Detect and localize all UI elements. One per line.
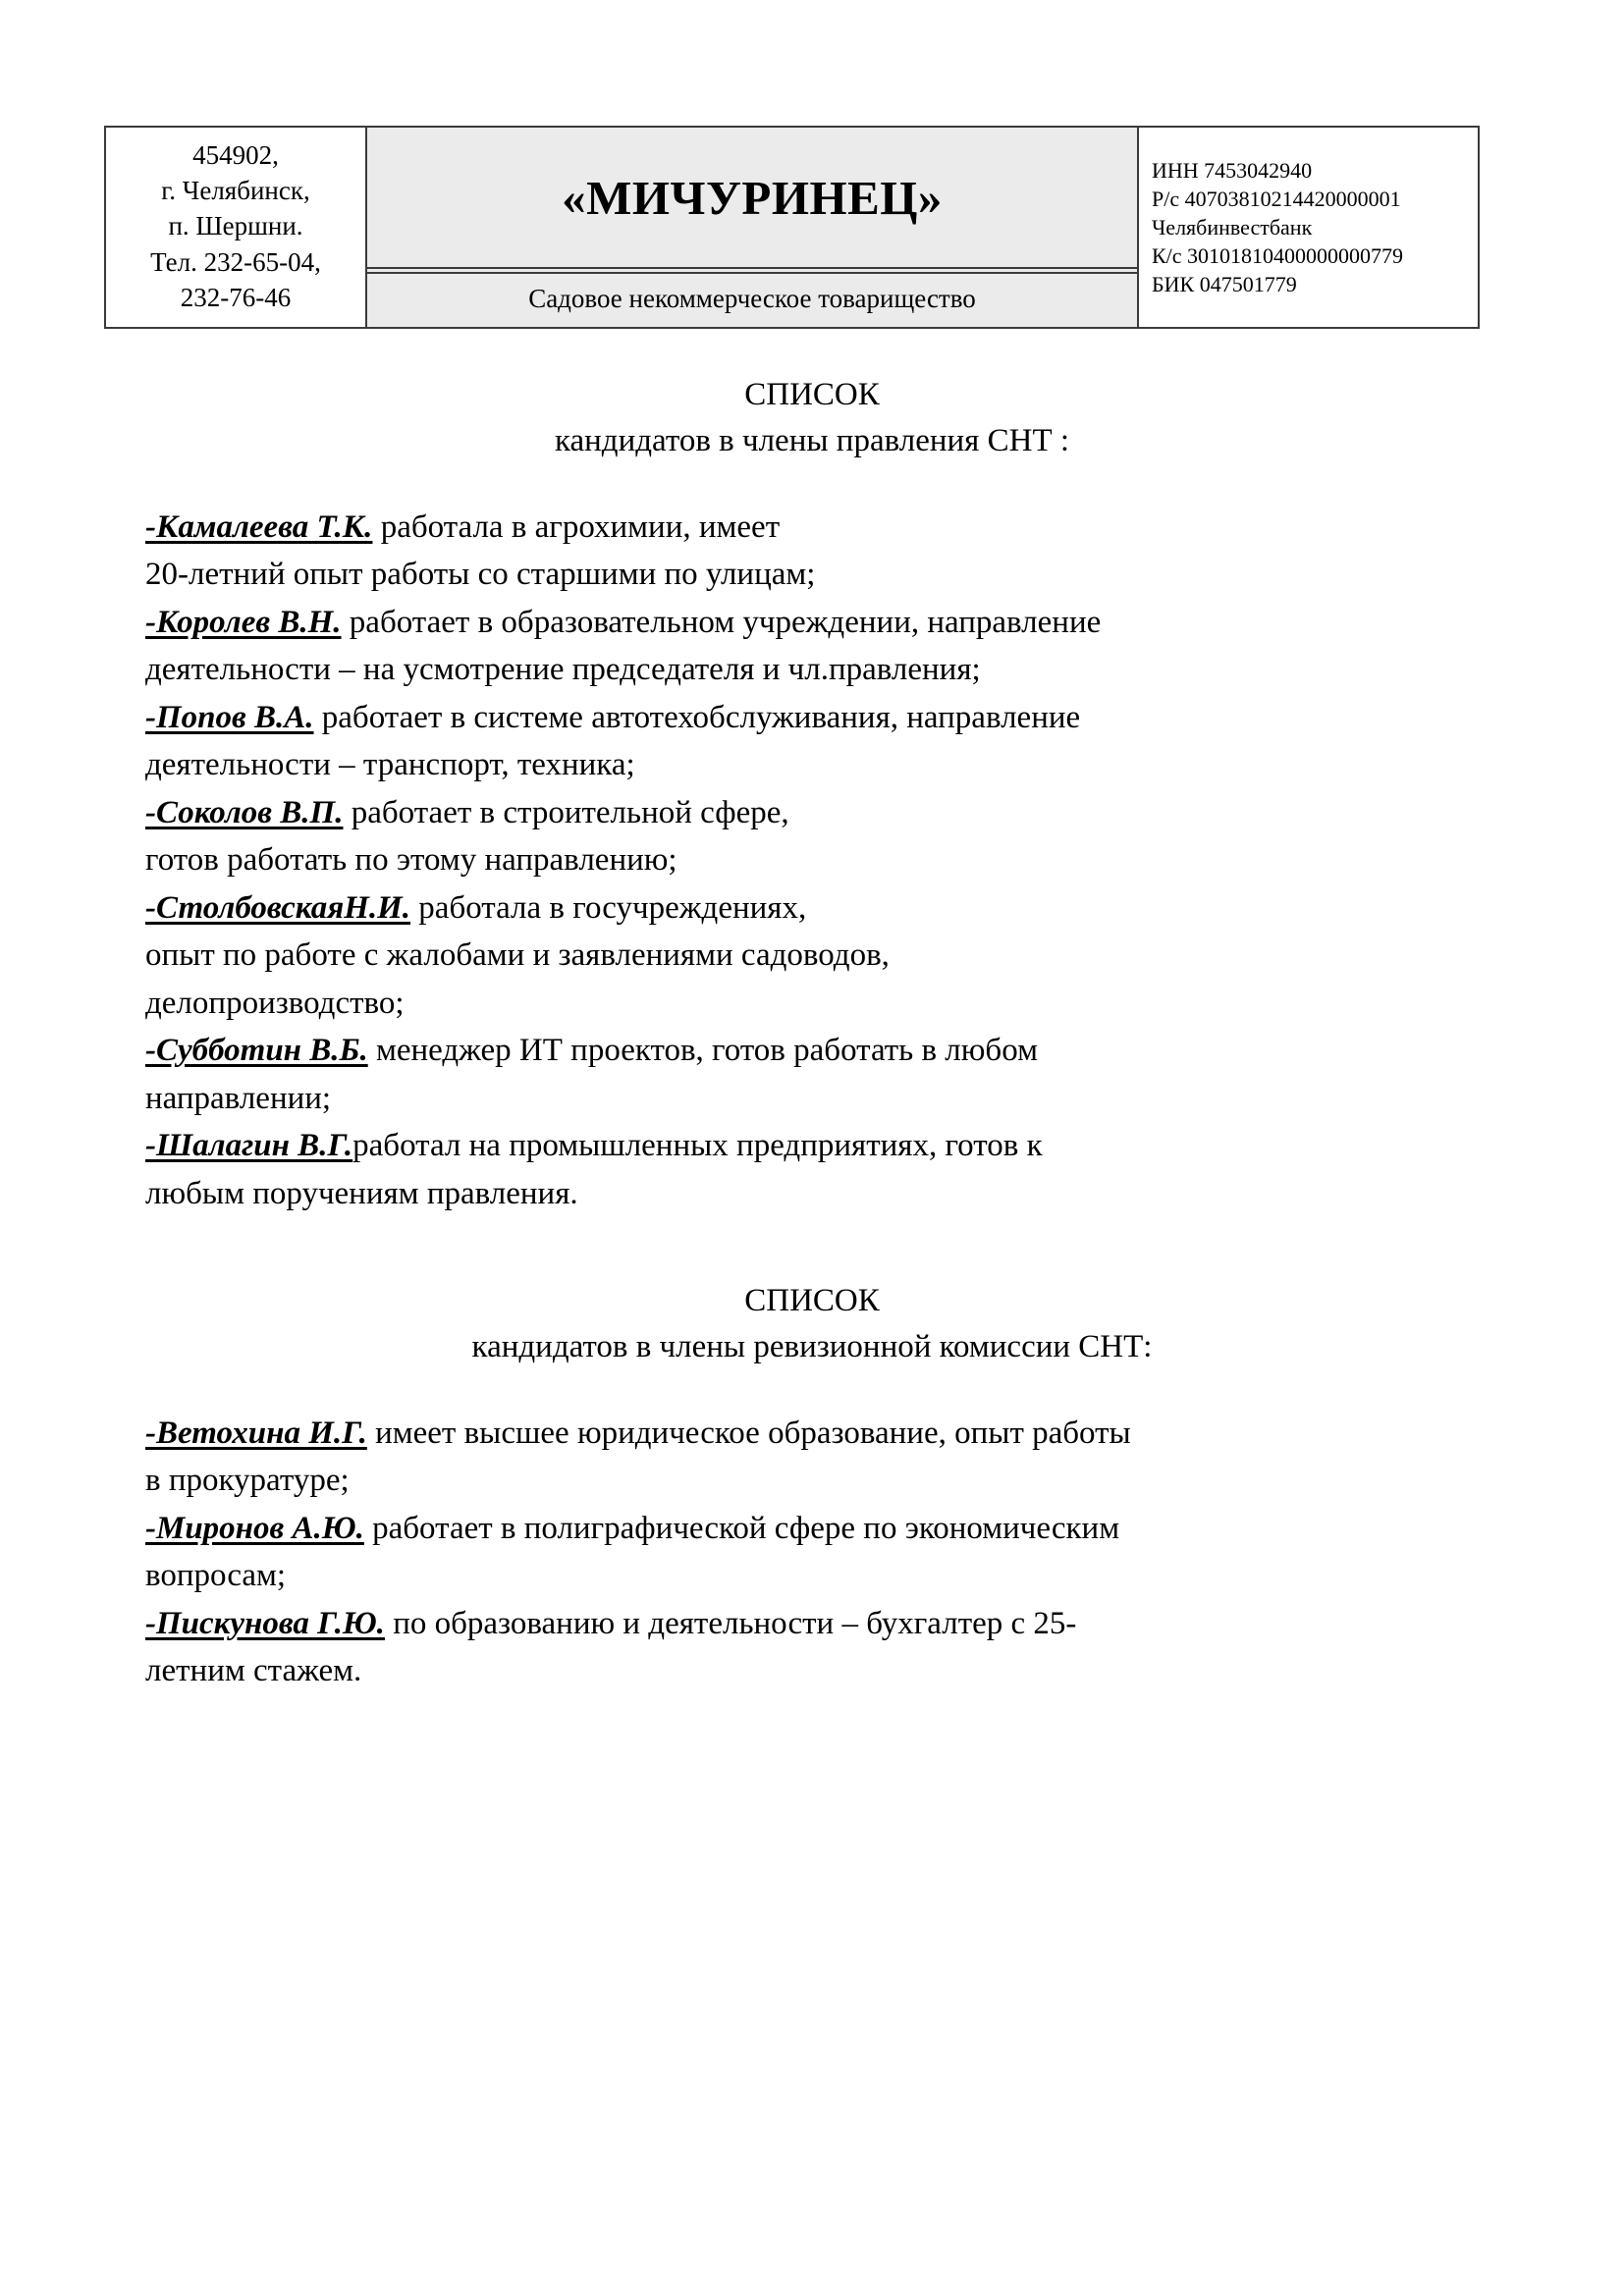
section-spacer — [145, 1217, 1479, 1278]
candidate-line: деятельности – транспорт, техника; — [145, 747, 635, 783]
candidate-desc: по образованию и деятельности – бухгалтер с 25- — [384, 1605, 1077, 1641]
candidate-line: вопросам; — [145, 1558, 287, 1594]
candidate-line — [145, 694, 1479, 742]
letterhead-org-type-cell — [366, 268, 1138, 327]
letterhead-table — [104, 126, 1480, 329]
candidate-name: -СтолбовскаяН.И. — [145, 889, 411, 926]
candidate-name: -Попов В.А. — [145, 699, 314, 735]
list-item — [145, 1122, 1479, 1217]
list-item — [145, 599, 1479, 694]
section-board-title-sub: кандидатов в члены правления СНТ : — [554, 422, 1070, 458]
candidate-name: -Миронов А.Ю. — [145, 1510, 364, 1546]
list-item — [145, 1027, 1479, 1122]
section-audit — [145, 1278, 1479, 1695]
address-line-1: 454902, — [192, 140, 279, 170]
candidate-name: -Субботин В.Б. — [145, 1033, 368, 1069]
candidate-desc: работала в агрохимии, имеет — [372, 508, 781, 545]
candidate-line: любым поручениям правления. — [145, 1175, 578, 1211]
address-line-2: г. Челябинск, — [161, 176, 310, 206]
candidate-line: опыт по работе с жалобами и заявлениями садоводов, — [145, 937, 890, 974]
candidate-line — [145, 599, 1479, 647]
list-item — [145, 1505, 1479, 1600]
candidate-line: 20-летний опыт работы со старшими по улицам; — [145, 557, 816, 593]
list-item — [145, 1410, 1479, 1505]
candidate-desc: работала в госучреждениях, — [410, 889, 807, 926]
bank-line-bank-name: Челябинвестбанк — [1152, 214, 1313, 240]
bank-line-settlement-account: Р/с 40703810214420000001 — [1152, 186, 1401, 211]
candidate-line: готов работать по этому направлению; — [145, 842, 677, 879]
candidate-line: делопроизводство; — [145, 985, 405, 1021]
candidate-line: летним стажем. — [145, 1653, 362, 1689]
section-audit-title-sub: кандидатов в члены ревизионной комиссии СНТ: — [471, 1328, 1153, 1364]
candidate-line — [145, 1600, 1479, 1648]
candidate-line: направлении; — [145, 1080, 332, 1116]
candidate-desc: работает в полиграфической сфере по экономическим — [363, 1510, 1120, 1546]
candidate-line — [145, 1122, 1479, 1170]
address-line-4: Тел. 232-65-04, — [150, 246, 321, 277]
bank-line-bik: БИК 047501779 — [1152, 271, 1297, 296]
audit-candidate-list — [145, 1410, 1479, 1695]
candidate-name: -Королев В.Н. — [145, 604, 342, 640]
candidate-line: в прокуратуре; — [145, 1463, 350, 1499]
candidate-line — [145, 1505, 1479, 1553]
candidate-line — [145, 1027, 1479, 1075]
list-item — [145, 884, 1479, 1028]
letterhead-org-name-cell — [366, 127, 1138, 268]
candidate-desc: работает в образовательном учреждении, направление — [341, 604, 1102, 640]
list-item — [145, 789, 1479, 884]
candidate-line: деятельности – на усмотрение председателя и чл.правления; — [145, 652, 981, 688]
candidate-line — [145, 789, 1479, 837]
candidate-desc: работает в строительной сфере, — [343, 794, 789, 830]
section-audit-title — [145, 1278, 1479, 1370]
candidate-name: -Шалагин В.Г. — [145, 1128, 353, 1164]
org-type: Садовое некоммерческое товарищество — [528, 284, 976, 314]
candidate-desc: менеджер ИТ проектов, готов работать в любом — [367, 1033, 1038, 1069]
section-board — [145, 372, 1479, 1217]
candidate-line — [145, 1410, 1479, 1458]
bank-line-correspondent-account: К/с 30101810400000000779 — [1152, 242, 1404, 268]
letterhead-address-cell — [105, 127, 366, 328]
list-item — [145, 1600, 1479, 1695]
candidate-desc: работает в системе автотехобслуживания, направление — [313, 699, 1081, 735]
candidate-name: -Ветохина И.Г. — [145, 1415, 367, 1451]
candidate-line — [145, 884, 1479, 933]
candidate-desc: имеет высшее юридическое образование, опыт работы — [366, 1415, 1131, 1451]
letterhead-row — [105, 127, 1479, 268]
section-board-title — [145, 372, 1479, 464]
section-board-title-main: СПИСОК — [744, 376, 880, 412]
list-item — [145, 504, 1479, 599]
section-audit-title-main: СПИСОК — [744, 1283, 880, 1319]
address-line-3: п. Шершни. — [168, 211, 303, 241]
candidate-name: -Пискунова Г.Ю. — [145, 1605, 385, 1641]
address-line-5: 232-76-46 — [180, 282, 292, 312]
board-candidate-list — [145, 504, 1479, 1218]
list-item — [145, 694, 1479, 789]
letterhead-bank-cell — [1138, 127, 1479, 328]
candidate-name: -Камалеева Т.К. — [145, 508, 373, 545]
candidate-name: -Соколов В.П. — [145, 794, 344, 830]
org-name-wrap — [367, 133, 1137, 262]
bank-line-inn: ИНН 7453042940 — [1152, 157, 1313, 183]
org-name: «МИЧУРИНЕЦ» — [562, 170, 943, 225]
org-type-wrap — [367, 272, 1137, 325]
candidate-desc: работал на промышленных предприятиях, готов к — [352, 1128, 1043, 1164]
candidate-line — [145, 504, 1479, 552]
